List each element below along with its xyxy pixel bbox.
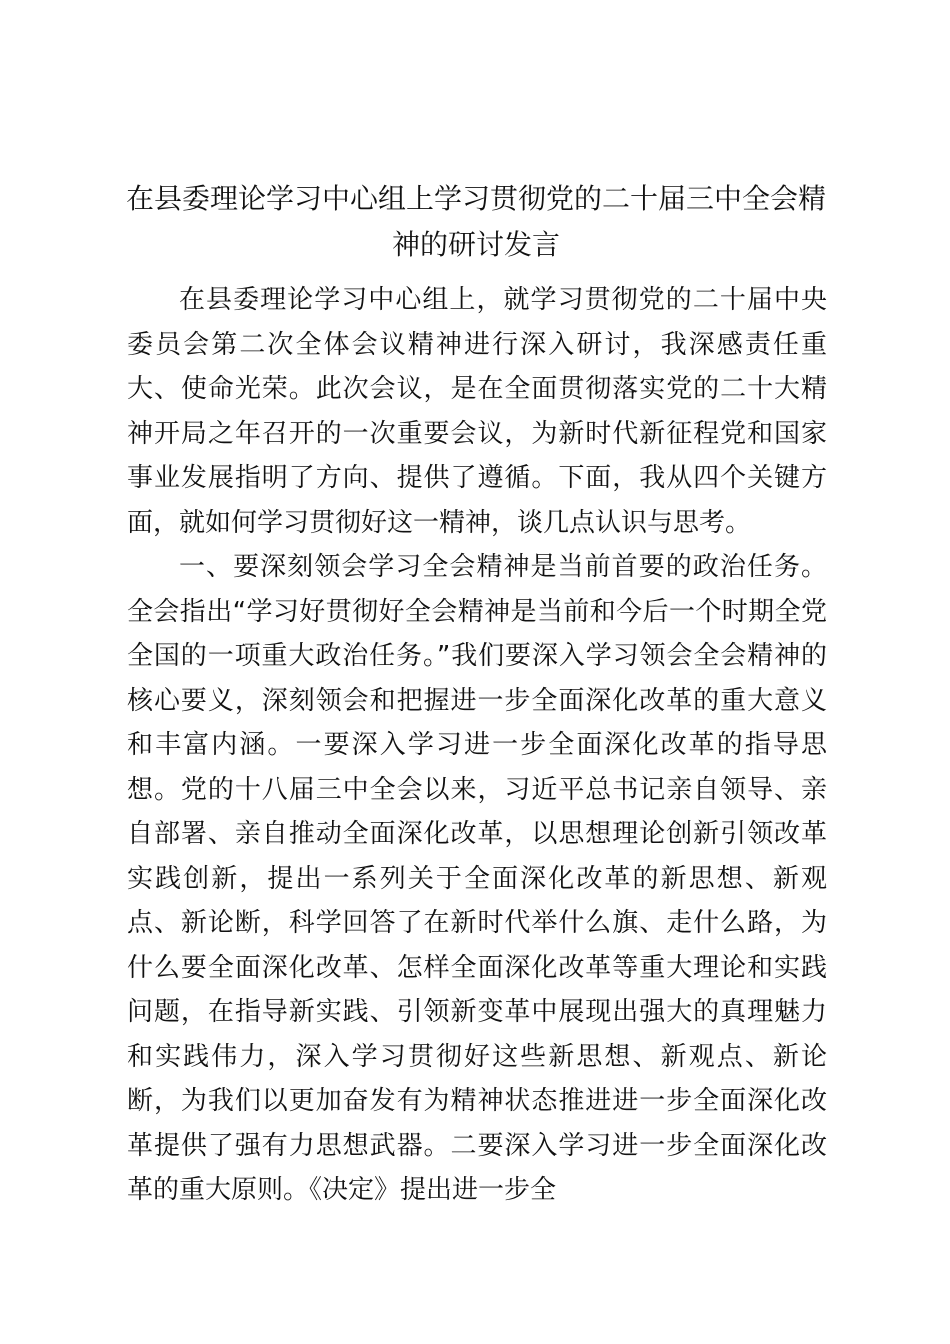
- document-body: [127, 278, 827, 1213]
- paragraph-section-one: 一、要深刻领会学习全会精神是当前首要的政治任务。全会指出“学习好贯彻好全会精神是当前和今后一个时期全党全国的一项重大政治任务。”我们要深入学习领会全会精神的核心要义，深刻领会和把握进一步全面深化改革的重大意义和丰富内涵。一要深入学习进一步全面深化改革的指导思想。党的十八届三中全会以来，习近平总书记亲自领导、亲自部署、亲自推动全面深化改革，以思想理论创新引领改革实践创新，提出一系列关于全面深化改革的新思想、新观点、新论断，科学回答了在新时代举什么旗、走什么路，为什么要全面深化改革、怎样全面深化改革等重大理论和实践问题，在指导新实践、引领新变革中展现出强大的真理魅力和实践伟力，深入学习贯彻好这些新思想、新观点、新论断，为我们以更加奋发有为精神状态推进进一步全面深化改革提供了强有力思想武器。二要深入学习进一步全面深化改革的重大原则。《决定》提出进一步全: [127, 552, 827, 1205]
- paragraph-intro: 在县委理论学习中心组上，就学习贯彻党的二十届中央委员会第二次全体会议精神进行深入研讨，我深感责任重大、使命光荣。此次会议，是在全面贯彻落实党的二十大精神开局之年召开的一次重要会议，为新时代新征程党和国家事业发展指明了方向、提供了遵循。下面，我从四个关键方面，就如何学习贯彻好这一精神，谈几点认识与思考。: [127, 285, 827, 538]
- document-title: 在县委理论学习中心组上学习贯彻党的二十届三中全会精神的研讨发言: [125, 182, 826, 261]
